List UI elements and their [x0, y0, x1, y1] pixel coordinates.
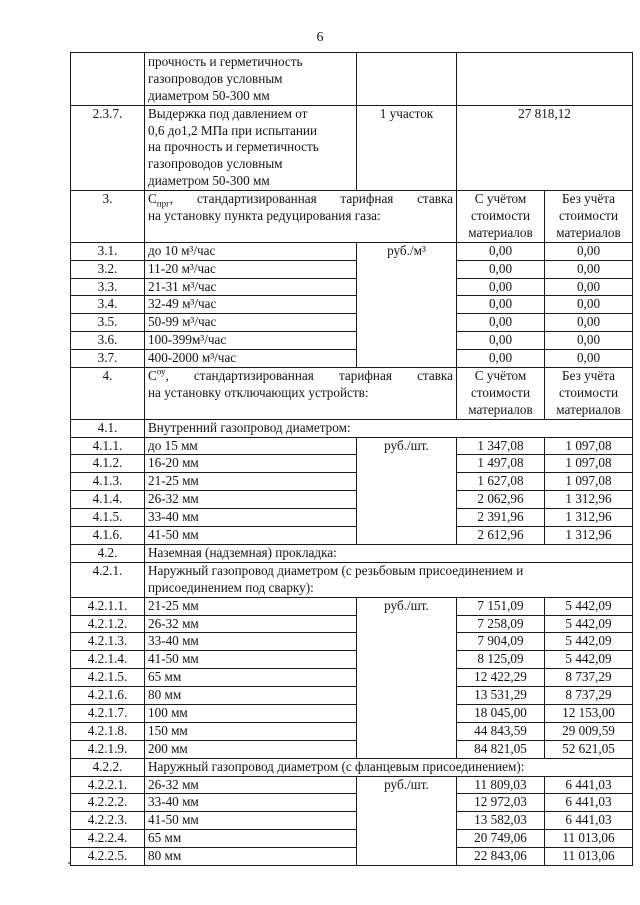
desc-line: прочность и герметичность: [148, 54, 303, 69]
value-without-materials: 5 442,09: [545, 597, 633, 615]
value-without-materials: 29 009,59: [545, 722, 633, 740]
row-number: 4.2.1.8.: [71, 722, 145, 740]
row-description: 16-20 мм: [145, 455, 357, 473]
table-row: [71, 191, 633, 243]
value-with-materials: 84 821,05: [457, 740, 545, 758]
row-description: [145, 105, 357, 190]
row-description: 150 мм: [145, 722, 357, 740]
table-row: [71, 332, 633, 350]
value-without-materials: 12 153,00: [545, 704, 633, 722]
row-unit: 1 участок: [357, 105, 457, 190]
row-description: до 15 мм: [145, 437, 357, 455]
value-with-materials: 20 749,06: [457, 830, 545, 848]
row-number: 3.4.: [71, 296, 145, 314]
row-number: 3.7.: [71, 350, 145, 368]
value-with-materials: 0,00: [457, 242, 545, 260]
desc-line: на установку отключающих устройств:: [148, 384, 369, 400]
row-number: 4.2.1.6.: [71, 687, 145, 705]
table-row: [71, 53, 633, 106]
row-number: 4.2.: [71, 544, 145, 562]
desc-line: 0,6 до1,2 МПа при испытании: [148, 122, 318, 138]
row-description: 33-40 мм: [145, 633, 357, 651]
table-row: [71, 758, 633, 776]
table-row: [71, 260, 633, 278]
value-with-materials: 1 497,08: [457, 455, 545, 473]
desc-line: Наружный газопровод диаметром (с резьбовым присоединением и: [148, 562, 524, 578]
row-description: 200 мм: [145, 740, 357, 758]
row-number: 4.1.1.: [71, 437, 145, 455]
table-row: [71, 651, 633, 669]
column-header-without-materials: Без учёта стоимости материалов: [545, 191, 633, 243]
desc-text: , стандартизированная тарифная ставка: [169, 191, 453, 207]
value-with-materials: 0,00: [457, 260, 545, 278]
value-with-materials: 2 062,96: [457, 491, 545, 509]
row-number: 4.2.2.2.: [71, 794, 145, 812]
row-unit: руб./шт.: [357, 776, 457, 865]
value-with-materials: 2 612,96: [457, 527, 545, 545]
value-with-materials: 8 125,09: [457, 651, 545, 669]
row-number: 4.1.3.: [71, 473, 145, 491]
table-row: [71, 437, 633, 455]
value-without-materials: 1 097,08: [545, 473, 633, 491]
table-row: [71, 242, 633, 260]
row-unit: руб./шт.: [357, 597, 457, 758]
value-without-materials: 0,00: [545, 350, 633, 368]
value-with-materials: 7 904,09: [457, 633, 545, 651]
value-without-materials: 1 312,96: [545, 509, 633, 527]
value-with-materials: 0,00: [457, 350, 545, 368]
row-number: 4.1.6.: [71, 527, 145, 545]
table-row: [71, 704, 633, 722]
value-with-materials: 13 582,03: [457, 812, 545, 830]
row-number: 4.2.1.5.: [71, 669, 145, 687]
table-row: [71, 615, 633, 633]
row-number: 3.5.: [71, 314, 145, 332]
value-with-materials: 7 151,09: [457, 597, 545, 615]
value-with-materials: 0,00: [457, 332, 545, 350]
value-with-materials: 1 627,08: [457, 473, 545, 491]
section-title: Наружный газопровод диаметром (с фланцевым присоединением):: [145, 758, 633, 776]
row-description: 41-50 мм: [145, 651, 357, 669]
table-row: [71, 544, 633, 562]
section-title: Наземная (надземная) прокладка:: [145, 544, 633, 562]
row-description: 11-20 м³/час: [145, 260, 357, 278]
value-without-materials: 0,00: [545, 278, 633, 296]
desc-line: газопроводов условным: [148, 156, 283, 172]
value-without-materials: 0,00: [545, 296, 633, 314]
table-row: [71, 473, 633, 491]
column-header-with-materials: С учётом стоимости материалов: [457, 368, 545, 420]
desc-line: [148, 368, 453, 385]
row-number: 4.2.2.4.: [71, 830, 145, 848]
row-number: 3.1.: [71, 242, 145, 260]
row-description: 65 мм: [145, 830, 357, 848]
row-description: 26-32 мм: [145, 615, 357, 633]
value-with-materials: 0,00: [457, 314, 545, 332]
row-description: [145, 191, 457, 243]
section-title: [145, 562, 633, 597]
row-number: 4.2.1.7.: [71, 704, 145, 722]
table-row: [71, 812, 633, 830]
value-without-materials: 52 621,05: [545, 740, 633, 758]
row-description: 50-99 м³/час: [145, 314, 357, 332]
row-description: 80 мм: [145, 687, 357, 705]
row-number: 2.3.7.: [71, 105, 145, 190]
row-number: 4.2.1.9.: [71, 740, 145, 758]
tariff-table: [70, 52, 633, 866]
value-without-materials: 6 441,03: [545, 776, 633, 794]
desc-line: на установку пункта редуцирования газа:: [148, 208, 381, 224]
table-row: [71, 776, 633, 794]
row-description: 21-31 м³/час: [145, 278, 357, 296]
value-with-materials: 0,00: [457, 278, 545, 296]
row-number: 4.2.2.1.: [71, 776, 145, 794]
row-description: 41-50 мм: [145, 527, 357, 545]
column-header-with-materials: С учётом стоимости материалов: [457, 191, 545, 243]
row-description: 26-32 мм: [145, 776, 357, 794]
value-without-materials: 0,00: [545, 332, 633, 350]
value-without-materials: 11 013,06: [545, 848, 633, 866]
value-without-materials: 8 737,29: [545, 687, 633, 705]
row-unit: [357, 53, 457, 106]
row-description: 21-25 мм: [145, 597, 357, 615]
value-without-materials: 5 442,09: [545, 633, 633, 651]
scan-mark: [68, 862, 70, 864]
row-number: 4.2.1.3.: [71, 633, 145, 651]
desc-line: Выдержка под давлением от: [148, 105, 308, 121]
value-with-materials: 0,00: [457, 296, 545, 314]
row-value: 27 818,12: [457, 105, 633, 190]
table-row: [71, 419, 633, 437]
rate-symbol: С: [148, 191, 157, 207]
desc-text: , стандартизированная тарифная ставка: [165, 368, 453, 384]
table-row: [71, 105, 633, 190]
table-row: [71, 633, 633, 651]
value-with-materials: 11 809,03: [457, 776, 545, 794]
row-description: 400-2000 м³/час: [145, 350, 357, 368]
row-number: 3.2.: [71, 260, 145, 278]
desc-line: на прочность и герметичность: [148, 139, 319, 155]
row-number: 4.1.5.: [71, 509, 145, 527]
row-number: 3.3.: [71, 278, 145, 296]
table-row: [71, 368, 633, 420]
value-without-materials: 5 442,09: [545, 615, 633, 633]
desc-line: диаметром 50-300 мм: [148, 173, 270, 189]
value-without-materials: 6 441,03: [545, 794, 633, 812]
table-row: [71, 527, 633, 545]
row-description: 80 мм: [145, 848, 357, 866]
row-value: [457, 53, 633, 106]
value-with-materials: 12 972,03: [457, 794, 545, 812]
value-without-materials: 11 013,06: [545, 830, 633, 848]
row-number: 4.2.1.4.: [71, 651, 145, 669]
value-with-materials: 44 843,59: [457, 722, 545, 740]
table-row: [71, 278, 633, 296]
row-number: 4.2.1.2.: [71, 615, 145, 633]
value-without-materials: 1 097,08: [545, 455, 633, 473]
row-number: 4.: [71, 368, 145, 420]
value-without-materials: 5 442,09: [545, 651, 633, 669]
row-number: 4.1.4.: [71, 491, 145, 509]
row-number: [71, 53, 145, 106]
row-number: 3.6.: [71, 332, 145, 350]
row-number: 4.2.1.1.: [71, 597, 145, 615]
row-number: 4.2.1.: [71, 562, 145, 597]
row-unit: руб./шт.: [357, 437, 457, 544]
table-row: [71, 597, 633, 615]
value-without-materials: 1 097,08: [545, 437, 633, 455]
rate-superscript: оу: [156, 366, 166, 377]
row-description: [145, 368, 457, 420]
row-description: 21-25 мм: [145, 473, 357, 491]
table-row: [71, 491, 633, 509]
desc-line: газопроводов условным: [148, 70, 283, 86]
row-description: 33-40 мм: [145, 794, 357, 812]
row-number: 4.1.2.: [71, 455, 145, 473]
table-row: [71, 562, 633, 597]
desc-line: диаметром 50-300 мм: [148, 87, 270, 103]
row-number: 4.2.2.5.: [71, 848, 145, 866]
column-header-without-materials: Без учёта стоимости материалов: [545, 368, 633, 420]
value-with-materials: 1 347,08: [457, 437, 545, 455]
value-without-materials: 1 312,96: [545, 491, 633, 509]
row-unit: руб./м³: [357, 242, 457, 367]
value-without-materials: 0,00: [545, 314, 633, 332]
value-without-materials: 0,00: [545, 260, 633, 278]
table-row: [71, 296, 633, 314]
row-description: 100 мм: [145, 704, 357, 722]
desc-line: присоединением под сварку):: [148, 579, 314, 595]
table-row: [71, 509, 633, 527]
value-without-materials: 6 441,03: [545, 812, 633, 830]
page-number: 6: [316, 30, 324, 45]
value-without-materials: 8 737,29: [545, 669, 633, 687]
rate-symbol: С: [148, 368, 157, 384]
row-description: 26-32 мм: [145, 491, 357, 509]
table-row: [71, 669, 633, 687]
table-row: [71, 314, 633, 332]
section-title: Внутренний газопровод диаметром:: [145, 419, 633, 437]
value-with-materials: 13 531,29: [457, 687, 545, 705]
table-row: [71, 848, 633, 866]
table-row: [71, 687, 633, 705]
row-number: 4.2.2.3.: [71, 812, 145, 830]
table-row: [71, 722, 633, 740]
row-description: [145, 53, 357, 106]
row-description: 65 мм: [145, 669, 357, 687]
desc-line: [148, 191, 453, 208]
row-description: 41-50 мм: [145, 812, 357, 830]
value-with-materials: 18 045,00: [457, 704, 545, 722]
value-with-materials: 7 258,09: [457, 615, 545, 633]
row-number: 4.1.: [71, 419, 145, 437]
value-without-materials: 0,00: [545, 242, 633, 260]
rate-subscript: прг: [156, 198, 170, 209]
row-description: до 10 м³/час: [145, 242, 357, 260]
row-description: 100-399м³/час: [145, 332, 357, 350]
value-with-materials: 2 391,96: [457, 509, 545, 527]
value-with-materials: 22 843,06: [457, 848, 545, 866]
table-row: [71, 455, 633, 473]
row-description: 33-40 мм: [145, 509, 357, 527]
row-description: 32-49 м³/час: [145, 296, 357, 314]
table-row: [71, 794, 633, 812]
table-row: [71, 830, 633, 848]
value-with-materials: 12 422,29: [457, 669, 545, 687]
value-without-materials: 1 312,96: [545, 527, 633, 545]
row-number: 4.2.2.: [71, 758, 145, 776]
table-row: [71, 740, 633, 758]
row-number: 3.: [71, 191, 145, 243]
table-row: [71, 350, 633, 368]
